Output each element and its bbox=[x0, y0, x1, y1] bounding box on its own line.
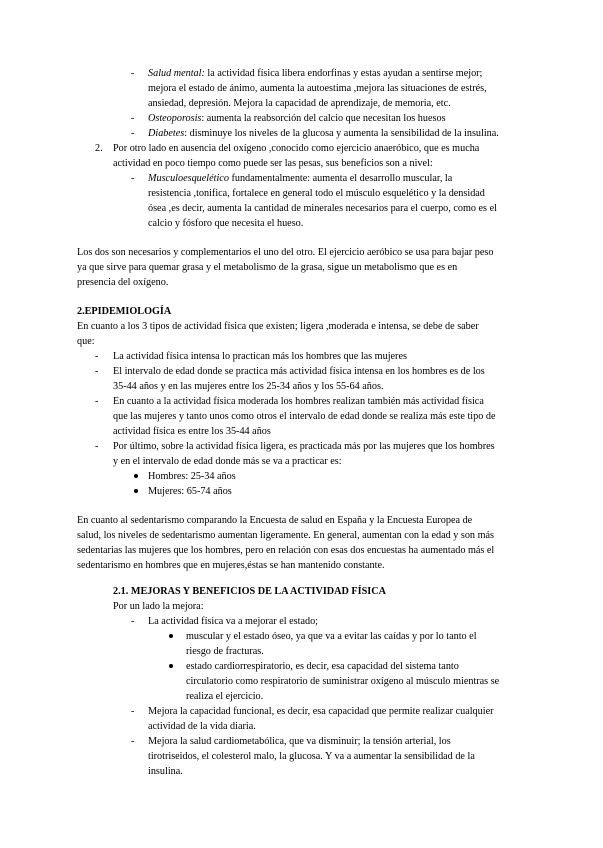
text-line: ósea ,es decir, aumenta la cantidad de minerales necesarios para el cuerpo, como es el bbox=[148, 203, 497, 214]
term-label: Salud mental: bbox=[148, 68, 205, 79]
bullet-dot bbox=[169, 664, 173, 668]
list-dash: - bbox=[95, 441, 99, 452]
paragraph-line: Los dos son necesarios y complementarios el uno del otro. El ejercicio aeróbico se usa para bajar peso bbox=[77, 247, 494, 258]
text-line: y en el intervalo de edad donde más se va a practicar es: bbox=[113, 456, 342, 467]
bullet-dot bbox=[169, 634, 173, 638]
paragraph-line: sedentarismo en hombres que en mujeres,éstas se han mantenido constante. bbox=[77, 560, 385, 571]
item-text: fundamentalmente: aumenta el desarrollo muscular, la bbox=[228, 173, 453, 184]
paragraph-line: sedentarias las mujeres que los hombres, pero en relación con esas dos encuestas ha aumentado más el bbox=[77, 545, 495, 556]
sub-list-item: estado cardiorrespiratorio, es decir, esa capacidad del sistema tanto bbox=[186, 661, 459, 672]
paragraph-line: presencia del oxígeno. bbox=[77, 277, 169, 288]
list-dash: - bbox=[95, 396, 99, 407]
text-line: tirotriseidos, el colesterol malo, la glucosa. Y va a aumentar la sensibilidad de la bbox=[148, 751, 475, 762]
list-item-anaerobico: Por otro lado en ausencia del oxígeno ,conocido como ejercicio anaeróbico, que es mucha bbox=[113, 143, 480, 154]
list-item: La actividad física intensa lo practican más los hombres que las mujeres bbox=[113, 351, 407, 362]
list-item-musculoesqueletico bbox=[148, 171, 452, 186]
list-item-diabetes bbox=[148, 126, 499, 141]
list-dash: - bbox=[131, 68, 135, 79]
list-item: En cuanto a la actividad física moderada los hombres realizan también más actividad física bbox=[113, 396, 484, 407]
paragraph-line: En cuanto al sedentarismo comparando la Encuesta de salud en España y la Encuesta Europea de bbox=[77, 515, 473, 526]
list-item: El intervalo de edad donde se practica más actividad física intensa en los hombres es de los bbox=[113, 366, 485, 377]
text-line: actividad de la vida diaria. bbox=[148, 721, 256, 732]
item-text: : aumenta la reabsorción del calcio que necesitan los huesos bbox=[201, 113, 446, 124]
list-item: Por último, sobre la actividad física ligera, es practicada más por las mujeres que los hombres bbox=[113, 441, 495, 452]
list-dash: - bbox=[131, 113, 135, 124]
term-label: Osteoporosis bbox=[148, 113, 202, 124]
text-line: actividad en poco tiempo como puede ser las pesas, sus beneficios son a nivel: bbox=[113, 158, 433, 169]
section-heading: 2.EPIDEMIOLOGÍA bbox=[77, 306, 172, 317]
list-dash: - bbox=[131, 128, 135, 139]
list-dash: - bbox=[95, 351, 99, 362]
text-line: actividad física es entre los 35-44 años bbox=[113, 426, 271, 437]
bullet-dot bbox=[134, 474, 138, 478]
text-line: que las mujeres y tanto unos como otros el intervalo de edad donde se realiza más este tipo de bbox=[113, 411, 496, 422]
list-number: 2. bbox=[95, 143, 103, 154]
list-item: Mejora la salud cardiometabólica, que va disminuir; la tensión arterial, los bbox=[148, 736, 451, 747]
term-label: Diabetes bbox=[148, 128, 185, 139]
term-label: Musculoesquelético bbox=[148, 173, 229, 184]
sub-list-item: Hombres: 25-34 años bbox=[148, 471, 236, 482]
text-line: 35-44 años y en las mujeres entre los 25-34 años y los 55-64 años. bbox=[113, 381, 384, 392]
text-line: circulatorio como respiratorio de suministrar oxígeno al músculo mientras se bbox=[186, 676, 500, 687]
list-dash: - bbox=[131, 173, 135, 184]
text-line: realiza el ejercicio. bbox=[186, 691, 264, 702]
list-dash: - bbox=[131, 706, 135, 717]
item-text: : disminuye los niveles de la glucosa y aumenta la sensibilidad de la insulina. bbox=[184, 128, 499, 139]
list-item: La actividad física va a mejorar el estado; bbox=[148, 616, 318, 627]
paragraph-line: salud, los niveles de sedentarismo aumentan ligeramente. En general, aumentan con la edad y son más bbox=[77, 530, 494, 541]
sub-list-item: Mujeres: 65-74 años bbox=[148, 486, 232, 497]
list-item-osteoporosis bbox=[148, 111, 446, 126]
paragraph-line: En cuanto a los 3 tipos de actividad física que existen; ligera ,moderada e intensa, se debe de saber bbox=[77, 321, 479, 332]
bullet-dot bbox=[134, 489, 138, 493]
text-line: insulina. bbox=[148, 766, 183, 777]
section-heading: 2.1. MEJORAS Y BENEFICIOS DE LA ACTIVIDAD FÍSICA bbox=[113, 586, 386, 597]
list-dash: - bbox=[95, 366, 99, 377]
text-line: resistencia ,tonifica, fortalece en general todo el músculo esquelético y la densidad bbox=[148, 188, 485, 199]
list-item-salud-mental bbox=[148, 66, 482, 81]
text-line: calcio y fósforo que necesita el hueso. bbox=[148, 218, 304, 229]
paragraph-line: que: bbox=[77, 336, 95, 347]
list-item: Mejora la capacidad funcional, es decir, esa capacidad que permite realizar cualquier bbox=[148, 706, 494, 717]
paragraph-line: Por un lado la mejora: bbox=[113, 601, 204, 612]
paragraph-line: ya que sirve para quemar grasa y el metabolismo de la grasa, sigue un metabolismo que es en bbox=[77, 262, 458, 273]
text-line: ansiedad, depresión. Mejora la capacidad de aprendizaje, de memoria, etc. bbox=[148, 98, 451, 109]
sub-list-item: muscular y el estado óseo, ya que va a evitar las caídas y por lo tanto el bbox=[186, 631, 477, 642]
text-line: riesgo de fracturas. bbox=[186, 646, 264, 657]
text-line: mejora el estado de ánimo, aumenta la autoestima ,mejora las situaciones de estrés, bbox=[148, 83, 487, 94]
list-dash: - bbox=[131, 616, 135, 627]
list-dash: - bbox=[131, 736, 135, 747]
item-text: la actividad física libera endorfinas y estas ayudan a sentirse mejor; bbox=[204, 68, 483, 79]
